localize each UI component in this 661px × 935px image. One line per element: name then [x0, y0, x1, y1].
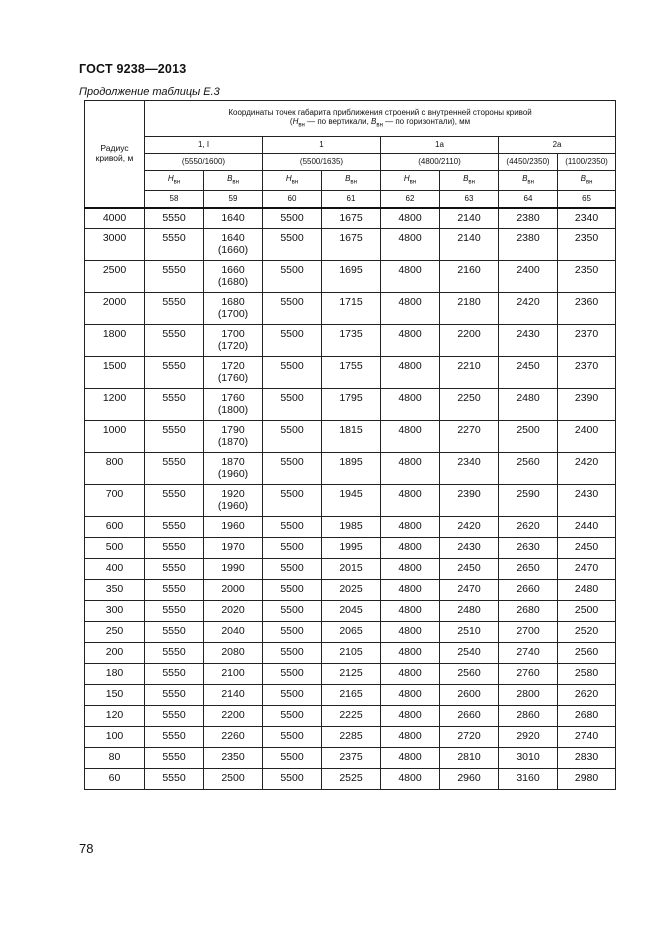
value-cell: 5550: [145, 706, 204, 727]
value-cell: 2740: [558, 727, 616, 748]
value-cell: 2680: [499, 601, 558, 622]
value-cell: 4800: [381, 727, 440, 748]
radius-cell: 800: [85, 453, 145, 485]
radius-cell: 250: [85, 622, 145, 643]
radius-cell: 180: [85, 664, 145, 685]
subgroup-header: (4800/2110): [381, 154, 499, 171]
value-cell: 5500: [263, 293, 322, 325]
value-cell: 4800: [381, 601, 440, 622]
value-cell: 5550: [145, 622, 204, 643]
value-cell: 2680: [558, 706, 616, 727]
value-cell: 4800: [381, 664, 440, 685]
value-cell: 4800: [381, 580, 440, 601]
radius-cell: 2000: [85, 293, 145, 325]
value-cell: 2630: [499, 538, 558, 559]
value-cell: 2400: [558, 421, 616, 453]
table-row: [85, 748, 616, 769]
value-cell: 3160: [499, 769, 558, 790]
table-row: [85, 685, 616, 706]
value-cell: 2350: [558, 229, 616, 261]
value-cell: 5550: [145, 325, 204, 357]
value-cell: 1960: [204, 517, 263, 538]
value-cell: 2045: [322, 601, 381, 622]
value-cell: 2470: [440, 580, 499, 601]
value-cell: 2350: [558, 261, 616, 293]
value-cell: 3010: [499, 748, 558, 769]
value-cell: 1640: [204, 208, 263, 229]
value-cell: 5500: [263, 601, 322, 622]
subgroup-header: (4450/2350): [499, 154, 558, 171]
table-row: [85, 325, 616, 357]
table-row: [85, 453, 616, 485]
value-cell: 1675: [322, 208, 381, 229]
value-cell: 4800: [381, 622, 440, 643]
value-cell: 2560: [440, 664, 499, 685]
table-row: [85, 664, 616, 685]
value-cell: 2370: [558, 325, 616, 357]
value-cell: 1990: [204, 559, 263, 580]
value-cell: 4800: [381, 517, 440, 538]
value-cell: 5500: [263, 622, 322, 643]
value-cell: 2400: [499, 261, 558, 293]
value-cell: 2450: [558, 538, 616, 559]
table-row: [85, 559, 616, 580]
value-cell: 2600: [440, 685, 499, 706]
value-cell: 2560: [499, 453, 558, 485]
value-cell: 1920 (1960): [204, 485, 263, 517]
value-cell: 2260: [204, 727, 263, 748]
value-cell: 5550: [145, 357, 204, 389]
value-cell: 2390: [440, 485, 499, 517]
value-cell: 2000: [204, 580, 263, 601]
value-cell: 2800: [499, 685, 558, 706]
value-cell: 4800: [381, 453, 440, 485]
table-row: [85, 727, 616, 748]
value-cell: 5550: [145, 208, 204, 229]
value-cell: 1735: [322, 325, 381, 357]
table-row: [85, 580, 616, 601]
value-cell: 2760: [499, 664, 558, 685]
value-cell: 5550: [145, 643, 204, 664]
value-cell: 2620: [558, 685, 616, 706]
value-cell: 4800: [381, 485, 440, 517]
value-cell: 2500: [558, 601, 616, 622]
value-cell: 2380: [499, 229, 558, 261]
value-cell: 1870 (1960): [204, 453, 263, 485]
value-cell: 1755: [322, 357, 381, 389]
value-cell: 4800: [381, 229, 440, 261]
value-cell: 2160: [440, 261, 499, 293]
radius-cell: 3000: [85, 229, 145, 261]
value-cell: 4800: [381, 685, 440, 706]
value-cell: 5550: [145, 293, 204, 325]
table-row: [85, 601, 616, 622]
value-cell: 1680 (1700): [204, 293, 263, 325]
value-cell: 2500: [499, 421, 558, 453]
column-symbol: $B_{вн}$: [322, 171, 381, 191]
radius-cell: 1800: [85, 325, 145, 357]
page-number: 78: [79, 841, 94, 856]
value-cell: 2340: [558, 208, 616, 229]
value-cell: 1895: [322, 453, 381, 485]
value-cell: 2450: [440, 559, 499, 580]
value-cell: 2500: [204, 769, 263, 790]
value-cell: 5500: [263, 769, 322, 790]
table-row: [85, 485, 616, 517]
value-cell: 4800: [381, 769, 440, 790]
column-number: 60: [263, 191, 322, 208]
value-cell: 5550: [145, 748, 204, 769]
subgroup-header: (5500/1635): [263, 154, 381, 171]
value-cell: 2380: [499, 208, 558, 229]
value-cell: 5500: [263, 325, 322, 357]
table-row: [85, 643, 616, 664]
table-row: [85, 357, 616, 389]
column-symbol: $H_{вн}$: [381, 171, 440, 191]
value-cell: 1660 (1680): [204, 261, 263, 293]
value-cell: 5550: [145, 517, 204, 538]
value-cell: 5550: [145, 538, 204, 559]
value-cell: 5550: [145, 421, 204, 453]
table-row: [85, 229, 616, 261]
value-cell: 2830: [558, 748, 616, 769]
value-cell: 2285: [322, 727, 381, 748]
column-number: 64: [499, 191, 558, 208]
radius-cell: 600: [85, 517, 145, 538]
value-cell: 4800: [381, 293, 440, 325]
radius-cell: 60: [85, 769, 145, 790]
value-cell: 5500: [263, 208, 322, 229]
radius-cell: 120: [85, 706, 145, 727]
value-cell: 2520: [558, 622, 616, 643]
value-cell: 5500: [263, 261, 322, 293]
table-row: [85, 769, 616, 790]
radius-cell: 1000: [85, 421, 145, 453]
value-cell: 2375: [322, 748, 381, 769]
value-cell: 2560: [558, 643, 616, 664]
value-cell: 2660: [499, 580, 558, 601]
value-cell: 1985: [322, 517, 381, 538]
value-cell: 2480: [558, 580, 616, 601]
value-cell: 5550: [145, 261, 204, 293]
value-cell: 2430: [558, 485, 616, 517]
value-cell: 2420: [440, 517, 499, 538]
value-cell: 5550: [145, 685, 204, 706]
value-cell: 2140: [440, 208, 499, 229]
table-row: [85, 622, 616, 643]
column-symbol: $B_{вн}$: [558, 171, 616, 191]
radius-cell: 700: [85, 485, 145, 517]
value-cell: 1815: [322, 421, 381, 453]
radius-cell: 200: [85, 643, 145, 664]
radius-cell: 4000: [85, 208, 145, 229]
value-cell: 5500: [263, 357, 322, 389]
value-cell: 5500: [263, 538, 322, 559]
value-cell: 2480: [440, 601, 499, 622]
radius-cell: 1500: [85, 357, 145, 389]
group-header: 1a: [381, 137, 499, 154]
table-row: [85, 706, 616, 727]
value-cell: 5500: [263, 727, 322, 748]
value-cell: 2920: [499, 727, 558, 748]
value-cell: 1700 (1720): [204, 325, 263, 357]
value-cell: 1790 (1870): [204, 421, 263, 453]
value-cell: 4800: [381, 357, 440, 389]
value-cell: 4800: [381, 261, 440, 293]
value-cell: 2350: [204, 748, 263, 769]
value-cell: 2620: [499, 517, 558, 538]
table-caption: Продолжение таблицы Е.3: [79, 86, 220, 98]
value-cell: 1675: [322, 229, 381, 261]
value-cell: 4800: [381, 389, 440, 421]
value-cell: 2360: [558, 293, 616, 325]
value-cell: 5500: [263, 229, 322, 261]
column-symbol: $H_{вн}$: [145, 171, 204, 191]
coordinates-header-line1: Координаты точек габарита приближения строений с внутренней стороны кривой: [228, 107, 532, 117]
value-cell: 5500: [263, 453, 322, 485]
value-cell: 1945: [322, 485, 381, 517]
value-cell: 2080: [204, 643, 263, 664]
value-cell: 5500: [263, 389, 322, 421]
value-cell: 5500: [263, 706, 322, 727]
radius-cell: 300: [85, 601, 145, 622]
value-cell: 2470: [558, 559, 616, 580]
value-cell: 2165: [322, 685, 381, 706]
value-cell: 5550: [145, 664, 204, 685]
value-cell: 2740: [499, 643, 558, 664]
value-cell: 1715: [322, 293, 381, 325]
value-cell: 2040: [204, 622, 263, 643]
value-cell: 2580: [558, 664, 616, 685]
value-cell: 1970: [204, 538, 263, 559]
value-cell: 2180: [440, 293, 499, 325]
value-cell: 5550: [145, 389, 204, 421]
value-cell: 2225: [322, 706, 381, 727]
value-cell: 5550: [145, 229, 204, 261]
value-cell: 2420: [558, 453, 616, 485]
value-cell: 2590: [499, 485, 558, 517]
value-cell: 2420: [499, 293, 558, 325]
radius-cell: 80: [85, 748, 145, 769]
value-cell: 1640 (1660): [204, 229, 263, 261]
value-cell: 2210: [440, 357, 499, 389]
coordinates-header-line2: ($H_{вн}$ — по вертикали, $B_{вн}$ — по горизонтали), мм: [289, 116, 471, 129]
value-cell: 2250: [440, 389, 499, 421]
value-cell: 2100: [204, 664, 263, 685]
value-cell: 2140: [204, 685, 263, 706]
value-cell: 2125: [322, 664, 381, 685]
value-cell: 2810: [440, 748, 499, 769]
value-cell: 5500: [263, 748, 322, 769]
value-cell: 2370: [558, 357, 616, 389]
value-cell: 2540: [440, 643, 499, 664]
table-row: [85, 538, 616, 559]
value-cell: 5500: [263, 580, 322, 601]
value-cell: 4800: [381, 706, 440, 727]
value-cell: 2650: [499, 559, 558, 580]
value-cell: 5500: [263, 685, 322, 706]
value-cell: 2510: [440, 622, 499, 643]
value-cell: 2700: [499, 622, 558, 643]
radius-cell: 350: [85, 580, 145, 601]
table-row: [85, 421, 616, 453]
value-cell: 2660: [440, 706, 499, 727]
radius-cell: 150: [85, 685, 145, 706]
value-cell: 2105: [322, 643, 381, 664]
value-cell: 5550: [145, 453, 204, 485]
value-cell: 5550: [145, 769, 204, 790]
value-cell: 4800: [381, 421, 440, 453]
value-cell: 5550: [145, 580, 204, 601]
value-cell: 2430: [440, 538, 499, 559]
value-cell: 2980: [558, 769, 616, 790]
coordinates-table: [84, 100, 616, 790]
column-symbol: $B_{вн}$: [440, 171, 499, 191]
group-header: 1, I: [145, 137, 263, 154]
value-cell: 2450: [499, 357, 558, 389]
group-header: 1: [263, 137, 381, 154]
value-cell: 2340: [440, 453, 499, 485]
column-symbol: $B_{вн}$: [204, 171, 263, 191]
value-cell: 4800: [381, 325, 440, 357]
value-cell: 2440: [558, 517, 616, 538]
table-row: [85, 208, 616, 229]
value-cell: 5550: [145, 727, 204, 748]
value-cell: 5500: [263, 559, 322, 580]
value-cell: 2430: [499, 325, 558, 357]
value-cell: 2025: [322, 580, 381, 601]
value-cell: 4800: [381, 643, 440, 664]
table-row: [85, 261, 616, 293]
value-cell: 5550: [145, 601, 204, 622]
value-cell: 2020: [204, 601, 263, 622]
value-cell: 1760 (1800): [204, 389, 263, 421]
value-cell: 2390: [558, 389, 616, 421]
column-number: 61: [322, 191, 381, 208]
value-cell: 5500: [263, 421, 322, 453]
column-number: 59: [204, 191, 263, 208]
radius-cell: 2500: [85, 261, 145, 293]
radius-cell: 500: [85, 538, 145, 559]
column-number: 63: [440, 191, 499, 208]
value-cell: 2720: [440, 727, 499, 748]
value-cell: 1695: [322, 261, 381, 293]
radius-header: Радиус кривой, м: [85, 101, 145, 208]
radius-cell: 100: [85, 727, 145, 748]
value-cell: 5500: [263, 664, 322, 685]
column-number: 65: [558, 191, 616, 208]
value-cell: 4800: [381, 538, 440, 559]
table-row: [85, 293, 616, 325]
value-cell: 1995: [322, 538, 381, 559]
column-number: 58: [145, 191, 204, 208]
value-cell: 5500: [263, 485, 322, 517]
value-cell: 2960: [440, 769, 499, 790]
column-number: 62: [381, 191, 440, 208]
value-cell: 5550: [145, 485, 204, 517]
radius-cell: 400: [85, 559, 145, 580]
column-symbol: $H_{вн}$: [263, 171, 322, 191]
value-cell: 4800: [381, 559, 440, 580]
subgroup-header: (5550/1600): [145, 154, 263, 171]
value-cell: 2200: [440, 325, 499, 357]
radius-cell: 1200: [85, 389, 145, 421]
value-cell: 1720 (1760): [204, 357, 263, 389]
value-cell: 2270: [440, 421, 499, 453]
table-row: [85, 517, 616, 538]
subgroup-header: (1100/2350): [558, 154, 616, 171]
value-cell: 5550: [145, 559, 204, 580]
value-cell: 2480: [499, 389, 558, 421]
value-cell: 2525: [322, 769, 381, 790]
coordinates-header: [145, 101, 616, 137]
value-cell: 2860: [499, 706, 558, 727]
table-row: [85, 389, 616, 421]
value-cell: 4800: [381, 748, 440, 769]
value-cell: 2065: [322, 622, 381, 643]
value-cell: 5500: [263, 643, 322, 664]
column-symbol: $B_{вн}$: [499, 171, 558, 191]
value-cell: 5500: [263, 517, 322, 538]
value-cell: 2140: [440, 229, 499, 261]
document-title: ГОСТ 9238—2013: [79, 62, 187, 76]
value-cell: 2015: [322, 559, 381, 580]
value-cell: 4800: [381, 208, 440, 229]
value-cell: 1795: [322, 389, 381, 421]
group-header: 2a: [499, 137, 616, 154]
value-cell: 2200: [204, 706, 263, 727]
